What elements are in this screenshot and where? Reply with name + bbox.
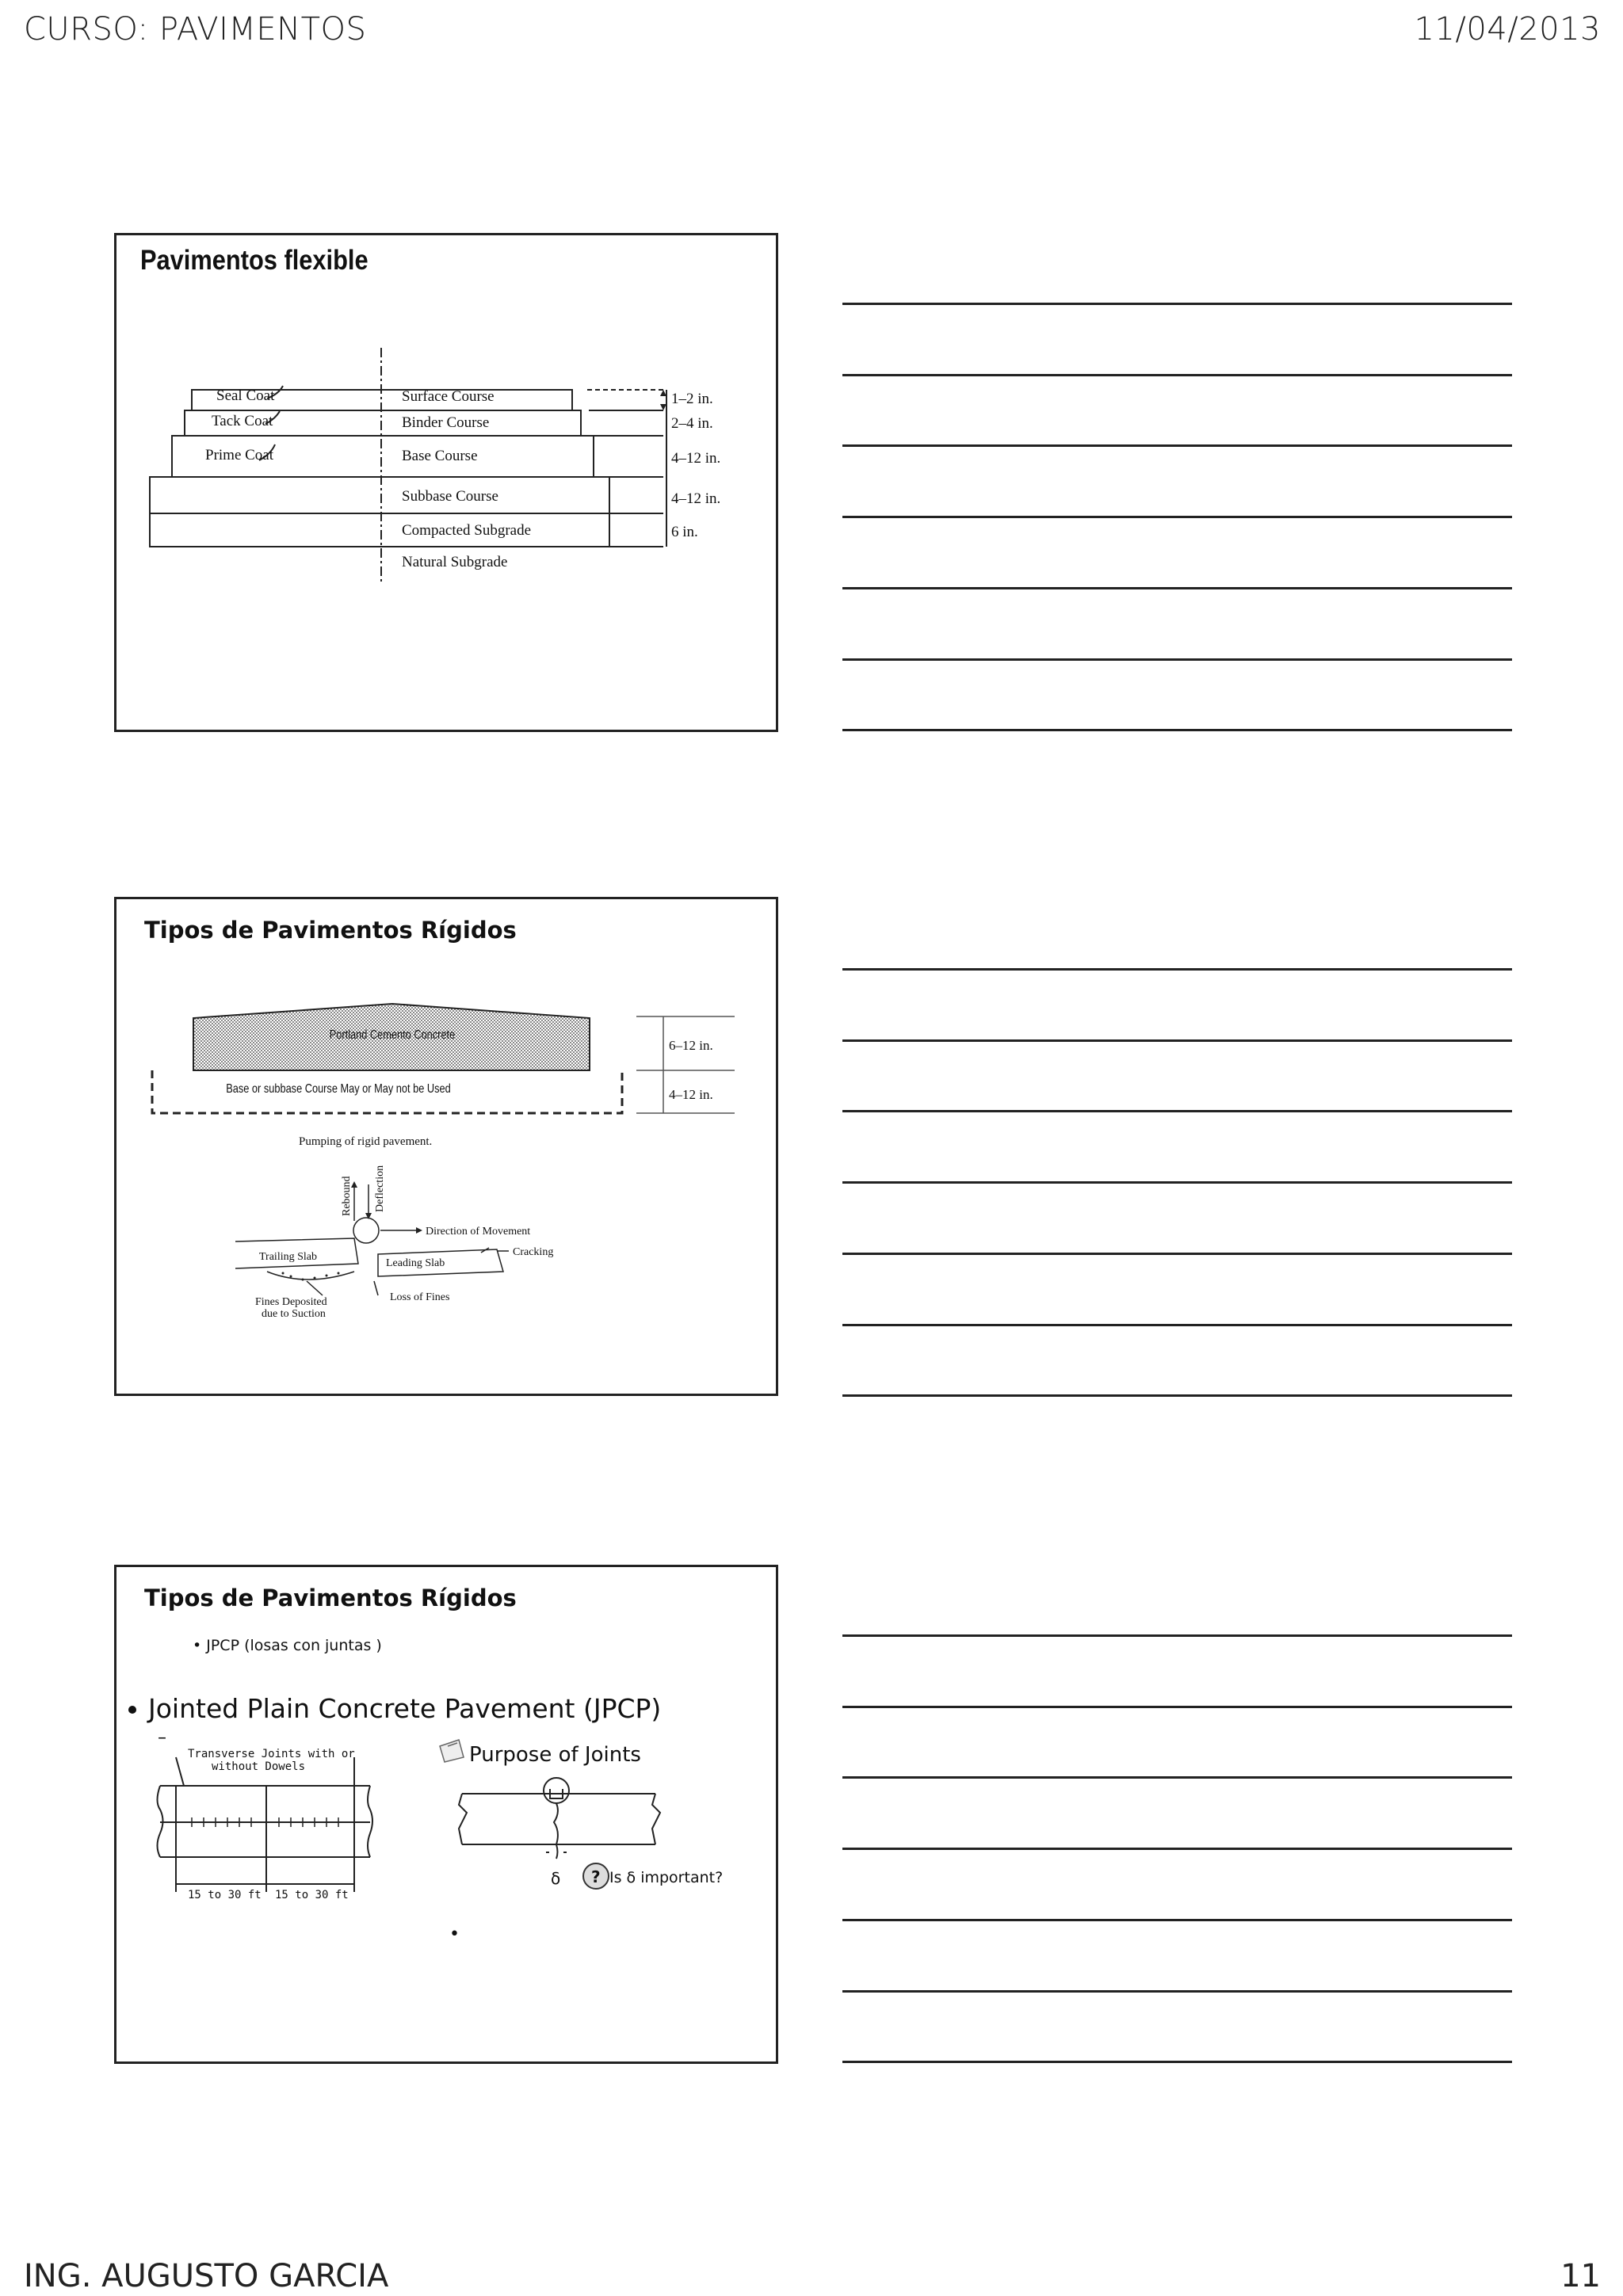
label-tack-coat: Tack Coat bbox=[212, 413, 273, 429]
label-compacted-subgrade: Compacted Subgrade bbox=[402, 522, 532, 539]
notes-line bbox=[842, 1634, 1512, 1637]
notes-line bbox=[842, 1776, 1512, 1779]
notes-line bbox=[842, 444, 1512, 447]
slide-title: Tipos de Pavimentos Rígidos bbox=[144, 1585, 517, 1611]
slide-rigid-pavement-types bbox=[114, 897, 778, 1396]
notes-line bbox=[842, 1706, 1512, 1708]
label-leading-slab: Leading Slab bbox=[386, 1257, 445, 1269]
author: ING. AUGUSTO GARCIA bbox=[24, 2258, 389, 2294]
bullet-jpcp-en: Jointed Plain Concrete Pavement (JPCP) bbox=[148, 1693, 662, 1724]
thickness-binder: 2–4 in. bbox=[671, 415, 713, 432]
label-transverse-joints-2: without Dowels bbox=[212, 1760, 306, 1773]
label-seal-coat: Seal Coat bbox=[216, 387, 275, 404]
label-cracking: Cracking bbox=[513, 1246, 554, 1258]
thickness-subgrade: 6 in. bbox=[671, 524, 698, 540]
base-label: Base or subbase Course May or May not be Used bbox=[226, 1081, 451, 1097]
label-direction: Direction of Movement bbox=[426, 1226, 531, 1238]
notes-line bbox=[842, 1324, 1512, 1326]
label-rebound: Rebound bbox=[341, 1176, 353, 1216]
date: 11/04/2013 bbox=[1414, 11, 1601, 48]
rigid-pavement-diagram bbox=[116, 899, 776, 1394]
label-transverse-joints-1: Transverse Joints with or bbox=[188, 1748, 355, 1760]
label-delta: δ bbox=[551, 1869, 561, 1888]
thickness-pcc: 6–12 in. bbox=[669, 1038, 713, 1053]
slide-title: Pavimentos flexible bbox=[140, 245, 369, 276]
subbase-layer bbox=[150, 477, 609, 513]
note-icon bbox=[440, 1740, 464, 1762]
svg-text:?: ? bbox=[591, 1867, 601, 1886]
label-subbase-course: Subbase Course bbox=[402, 488, 498, 505]
notes-line bbox=[842, 1990, 1512, 1993]
label-natural-subgrade: Natural Subgrade bbox=[402, 554, 508, 570]
thickness-subbase: 4–12 in. bbox=[671, 490, 721, 507]
notes-line bbox=[842, 968, 1512, 971]
label-purpose-of-joints: Purpose of Joints bbox=[469, 1743, 641, 1767]
notes-line bbox=[842, 303, 1512, 305]
label-fines-deposited: Fines Deposited bbox=[255, 1296, 327, 1308]
notes-line bbox=[842, 1181, 1512, 1184]
notes-line bbox=[842, 1394, 1512, 1397]
label-loss-of-fines: Loss of Fines bbox=[390, 1291, 450, 1303]
label-surface-course: Surface Course bbox=[402, 388, 495, 405]
label-due-to-suction: due to Suction bbox=[262, 1308, 326, 1320]
pumping-title: Pumping of rigid pavement. bbox=[299, 1135, 433, 1148]
bullet-dot: • bbox=[449, 1924, 460, 1944]
pcc-label: Portland Cemento Concrete bbox=[329, 1028, 456, 1043]
label-trailing-slab: Trailing Slab bbox=[259, 1251, 317, 1263]
notes-line bbox=[842, 1110, 1512, 1112]
label-base-course: Base Course bbox=[402, 448, 478, 464]
thickness-surface: 1–2 in. bbox=[671, 391, 713, 407]
label-deflection: Deflection bbox=[374, 1165, 386, 1212]
slide-title: Tipos de Pavimentos Rígidos bbox=[144, 917, 517, 944]
sub-dash: – bbox=[158, 1728, 166, 1748]
thickness-base: 4–12 in. bbox=[671, 450, 721, 467]
notes-line bbox=[842, 729, 1512, 731]
compacted-subgrade-layer bbox=[150, 513, 609, 547]
label-prime-coat: Prime Coat bbox=[205, 447, 274, 463]
notes-line bbox=[842, 658, 1512, 661]
course-title: CURSO: PAVIMENTOS bbox=[24, 11, 367, 48]
notes-line bbox=[842, 2061, 1512, 2063]
flexible-pavement-diagram bbox=[116, 235, 776, 730]
jpcp-diagram bbox=[116, 1567, 776, 2061]
notes-line bbox=[842, 1919, 1512, 1921]
notes-line bbox=[842, 374, 1512, 376]
label-is-delta-important: Is δ important? bbox=[609, 1869, 724, 1886]
bullet-jpcp-es: • JPCP (losas con juntas ) bbox=[193, 1637, 382, 1654]
notes-line bbox=[842, 516, 1512, 518]
notes-line bbox=[842, 1039, 1512, 1042]
page-number: 11 bbox=[1560, 2258, 1601, 2294]
slide-jpcp bbox=[114, 1565, 778, 2064]
notes-line bbox=[842, 1253, 1512, 1255]
question-icon bbox=[583, 1863, 609, 1889]
label-dim-1: 15 to 30 ft bbox=[188, 1889, 262, 1901]
slide-flexible-pavement bbox=[114, 233, 778, 732]
notes-line bbox=[842, 1848, 1512, 1850]
label-binder-course: Binder Course bbox=[402, 414, 490, 431]
notes-line bbox=[842, 587, 1512, 589]
thickness-base: 4–12 in. bbox=[669, 1087, 713, 1102]
label-dim-2: 15 to 30 ft bbox=[275, 1889, 349, 1901]
